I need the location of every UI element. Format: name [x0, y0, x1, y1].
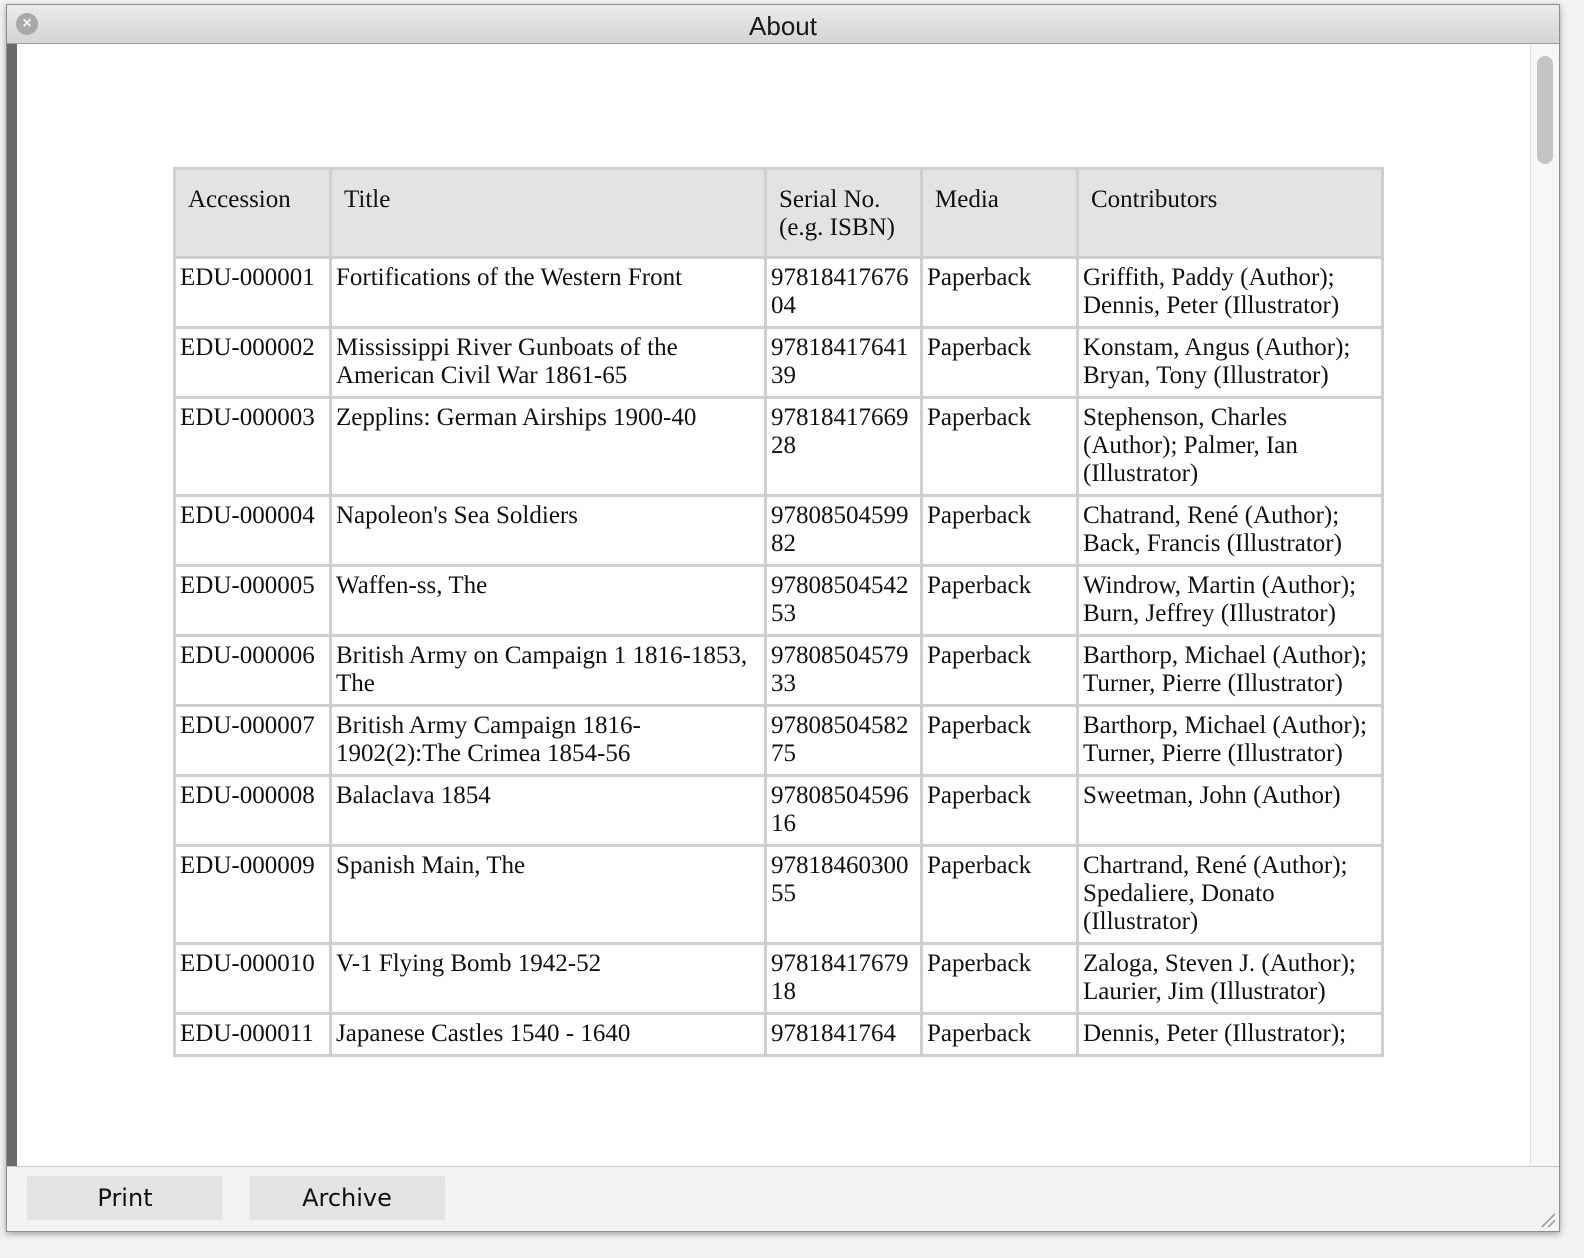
cell-contributors: Chartrand, René (Author); Spedaliere, Donato (Illustrator) [1078, 846, 1383, 944]
cell-title: Napoleon's Sea Soldiers [331, 496, 766, 566]
cell-title: Balaclava 1854 [331, 776, 766, 846]
close-icon[interactable]: × [16, 13, 38, 35]
cell-accession: EDU-000004 [175, 496, 331, 566]
cell-title: Zepplins: German Airships 1900-40 [331, 398, 766, 496]
header-accession: Accession [175, 169, 331, 258]
cell-title: Mississippi River Gunboats of the American Civil War 1861-65 [331, 328, 766, 398]
cell-accession: EDU-000011 [175, 1014, 331, 1056]
cell-title: British Army Campaign 1816-1902(2):The Crimea 1854-56 [331, 706, 766, 776]
table-row [175, 496, 1383, 566]
header-title: Title [331, 169, 766, 258]
cell-serial: 9781841764139 [766, 328, 922, 398]
cell-contributors: Windrow, Martin (Author); Burn, Jeffrey (Illustrator) [1078, 566, 1383, 636]
table-row [175, 1014, 1383, 1056]
cell-title: Spanish Main, The [331, 846, 766, 944]
cell-serial: 9780850454253 [766, 566, 922, 636]
cell-media: Paperback [922, 636, 1078, 706]
cell-media: Paperback [922, 398, 1078, 496]
cell-title: Japanese Castles 1540 - 1640 [331, 1014, 766, 1056]
cell-media: Paperback [922, 566, 1078, 636]
window-title: About [749, 11, 817, 41]
cell-contributors: Stephenson, Charles (Author); Palmer, Ian (Illustrator) [1078, 398, 1383, 496]
cell-accession: EDU-000008 [175, 776, 331, 846]
cell-accession: EDU-000006 [175, 636, 331, 706]
cell-media: Paperback [922, 258, 1078, 328]
print-button[interactable]: Print [27, 1176, 223, 1220]
cell-contributors: Chatrand, René (Author); Back, Francis (Illustrator) [1078, 496, 1383, 566]
cell-contributors: Zaloga, Steven J. (Author); Laurier, Jim (Illustrator) [1078, 944, 1383, 1014]
table-row [175, 636, 1383, 706]
cell-media: Paperback [922, 776, 1078, 846]
header-contributors: Contributors [1078, 169, 1383, 258]
cell-serial: 9781846030055 [766, 846, 922, 944]
cell-serial: 9781841767918 [766, 944, 922, 1014]
cell-contributors: Dennis, Peter (Illustrator); [1078, 1014, 1383, 1056]
cell-title: Fortifications of the Western Front [331, 258, 766, 328]
cell-media: Paperback [922, 846, 1078, 944]
cell-serial: 9781841767604 [766, 258, 922, 328]
table-row [175, 398, 1383, 496]
title-bar [7, 5, 1559, 44]
table-row [175, 566, 1383, 636]
content-area[interactable] [7, 44, 1559, 1166]
table-row [175, 258, 1383, 328]
cell-media: Paperback [922, 328, 1078, 398]
header-serial: Serial No. (e.g. ISBN) [766, 169, 922, 258]
vertical-scrollbar[interactable] [1530, 44, 1559, 1166]
cell-accession: EDU-000010 [175, 944, 331, 1014]
cell-media: Paperback [922, 944, 1078, 1014]
cell-serial: 9780850457933 [766, 636, 922, 706]
cell-serial: 9781841764 [766, 1014, 922, 1056]
cell-contributors: Sweetman, John (Author) [1078, 776, 1383, 846]
cell-media: Paperback [922, 1014, 1078, 1056]
cell-serial: 9780850459616 [766, 776, 922, 846]
cell-title: British Army on Campaign 1 1816-1853, The [331, 636, 766, 706]
cell-serial: 9781841766928 [766, 398, 922, 496]
table-row [175, 776, 1383, 846]
cell-title: V-1 Flying Bomb 1942-52 [331, 944, 766, 1014]
scrollbar-thumb[interactable] [1537, 56, 1553, 164]
cell-contributors: Barthorp, Michael (Author); Turner, Pierre (Illustrator) [1078, 636, 1383, 706]
cell-media: Paperback [922, 496, 1078, 566]
cell-title: Waffen-ss, The [331, 566, 766, 636]
about-window [6, 4, 1560, 1232]
table-row [175, 944, 1383, 1014]
header-media: Media [922, 169, 1078, 258]
table-row [175, 846, 1383, 944]
cell-accession: EDU-000001 [175, 258, 331, 328]
catalog-table [173, 167, 1384, 1057]
cell-accession: EDU-000009 [175, 846, 331, 944]
archive-button[interactable]: Archive [249, 1176, 445, 1220]
table-row [175, 328, 1383, 398]
cell-media: Paperback [922, 706, 1078, 776]
cell-accession: EDU-000007 [175, 706, 331, 776]
resize-grip-icon[interactable] [1539, 1211, 1555, 1227]
table-row [175, 706, 1383, 776]
cell-serial: 9780850459982 [766, 496, 922, 566]
cell-accession: EDU-000005 [175, 566, 331, 636]
cell-contributors: Barthorp, Michael (Author); Turner, Pierre (Illustrator) [1078, 706, 1383, 776]
cell-accession: EDU-000003 [175, 398, 331, 496]
cell-contributors: Konstam, Angus (Author); Bryan, Tony (Illustrator) [1078, 328, 1383, 398]
bottom-toolbar [7, 1166, 1559, 1231]
left-edge [7, 44, 17, 1166]
cell-serial: 9780850458275 [766, 706, 922, 776]
cell-accession: EDU-000002 [175, 328, 331, 398]
cell-contributors: Griffith, Paddy (Author); Dennis, Peter (Illustrator) [1078, 258, 1383, 328]
table-header-row [175, 169, 1383, 258]
